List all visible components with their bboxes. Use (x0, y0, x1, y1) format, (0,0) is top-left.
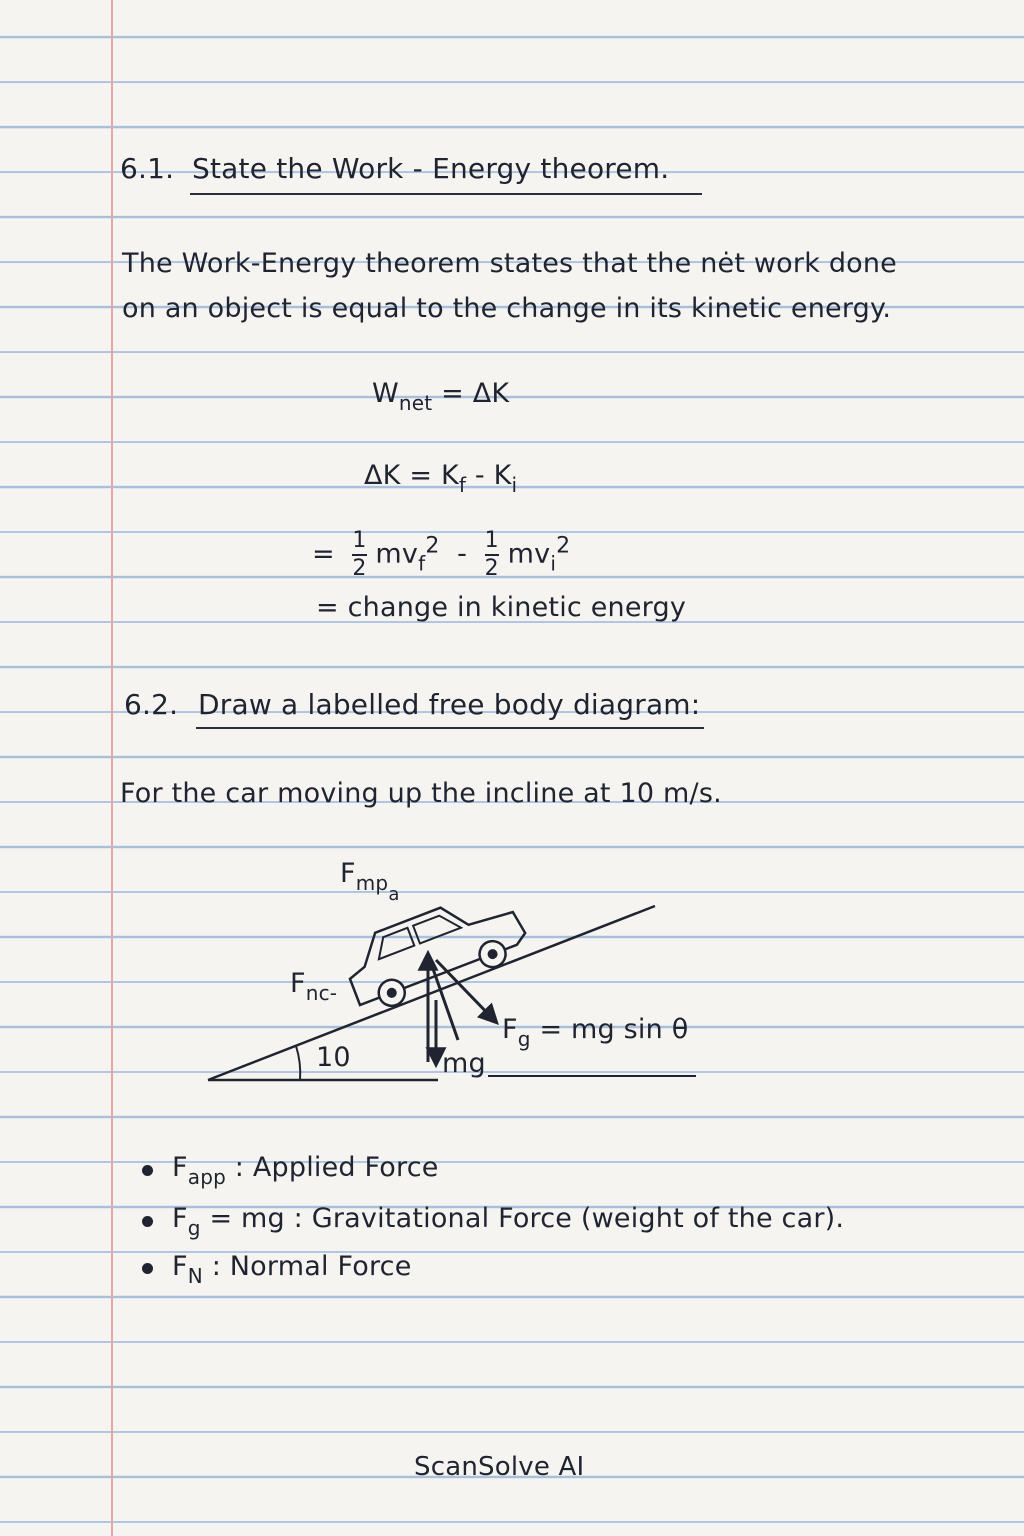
q1-answer-line2: on an object is equal to the change in its kinetic energy. (122, 293, 892, 324)
label-angle: 10 (316, 1042, 351, 1073)
legend-item-normal: $F_N$ : Normal Force (172, 1251, 412, 1288)
eq-kinetic-expansion: = $\frac{1}{2} mv_f^2 - \frac{1}{2} mv_i^2$ (312, 528, 571, 581)
label-fmp: $F_{mpa}$ (340, 858, 400, 905)
eq-work-net: $W_{net} = \Delta K$ (372, 378, 510, 415)
fg-component-arrow (436, 960, 496, 1022)
label-fnc: $F_{nc-}$ (290, 968, 338, 1005)
q2-title: Draw a labelled free body diagram: (198, 688, 701, 721)
fraction-half-2: $\frac{1}{2}$ (484, 528, 499, 581)
angle-arc (296, 1046, 300, 1080)
legend-bullet (142, 1165, 153, 1176)
label-fg-component: $F_g$ = mg sin θ (502, 1014, 689, 1051)
footer-brand: ScanSolve AI (414, 1452, 585, 1482)
eq-delta-k: $\Delta K = K_f - K_i$ (364, 460, 518, 497)
eq-change-in-ke: = change in kinetic energy (316, 592, 687, 623)
legend-bullet (142, 1263, 153, 1274)
q1-number: 6.1. (120, 152, 175, 185)
legend-item-applied: $F_{app}$ : Applied Force (172, 1152, 439, 1189)
legend-item-gravity: $F_g$ = mg : Gravitational Force (weight of the car). (172, 1203, 845, 1240)
q2-context: For the car moving up the incline at 10 m/s. (120, 778, 722, 809)
q1-title: State the Work - Energy theorem. (192, 152, 670, 185)
q1-answer-line1: The Work-Energy theorem states that the nėt work done (122, 248, 897, 279)
fraction-half-1: $\frac{1}{2}$ (352, 528, 367, 581)
q2-number: 6.2. (124, 688, 179, 721)
label-mg: mg (442, 1048, 486, 1079)
incline-slope (208, 906, 655, 1080)
legend-bullet (142, 1216, 153, 1227)
